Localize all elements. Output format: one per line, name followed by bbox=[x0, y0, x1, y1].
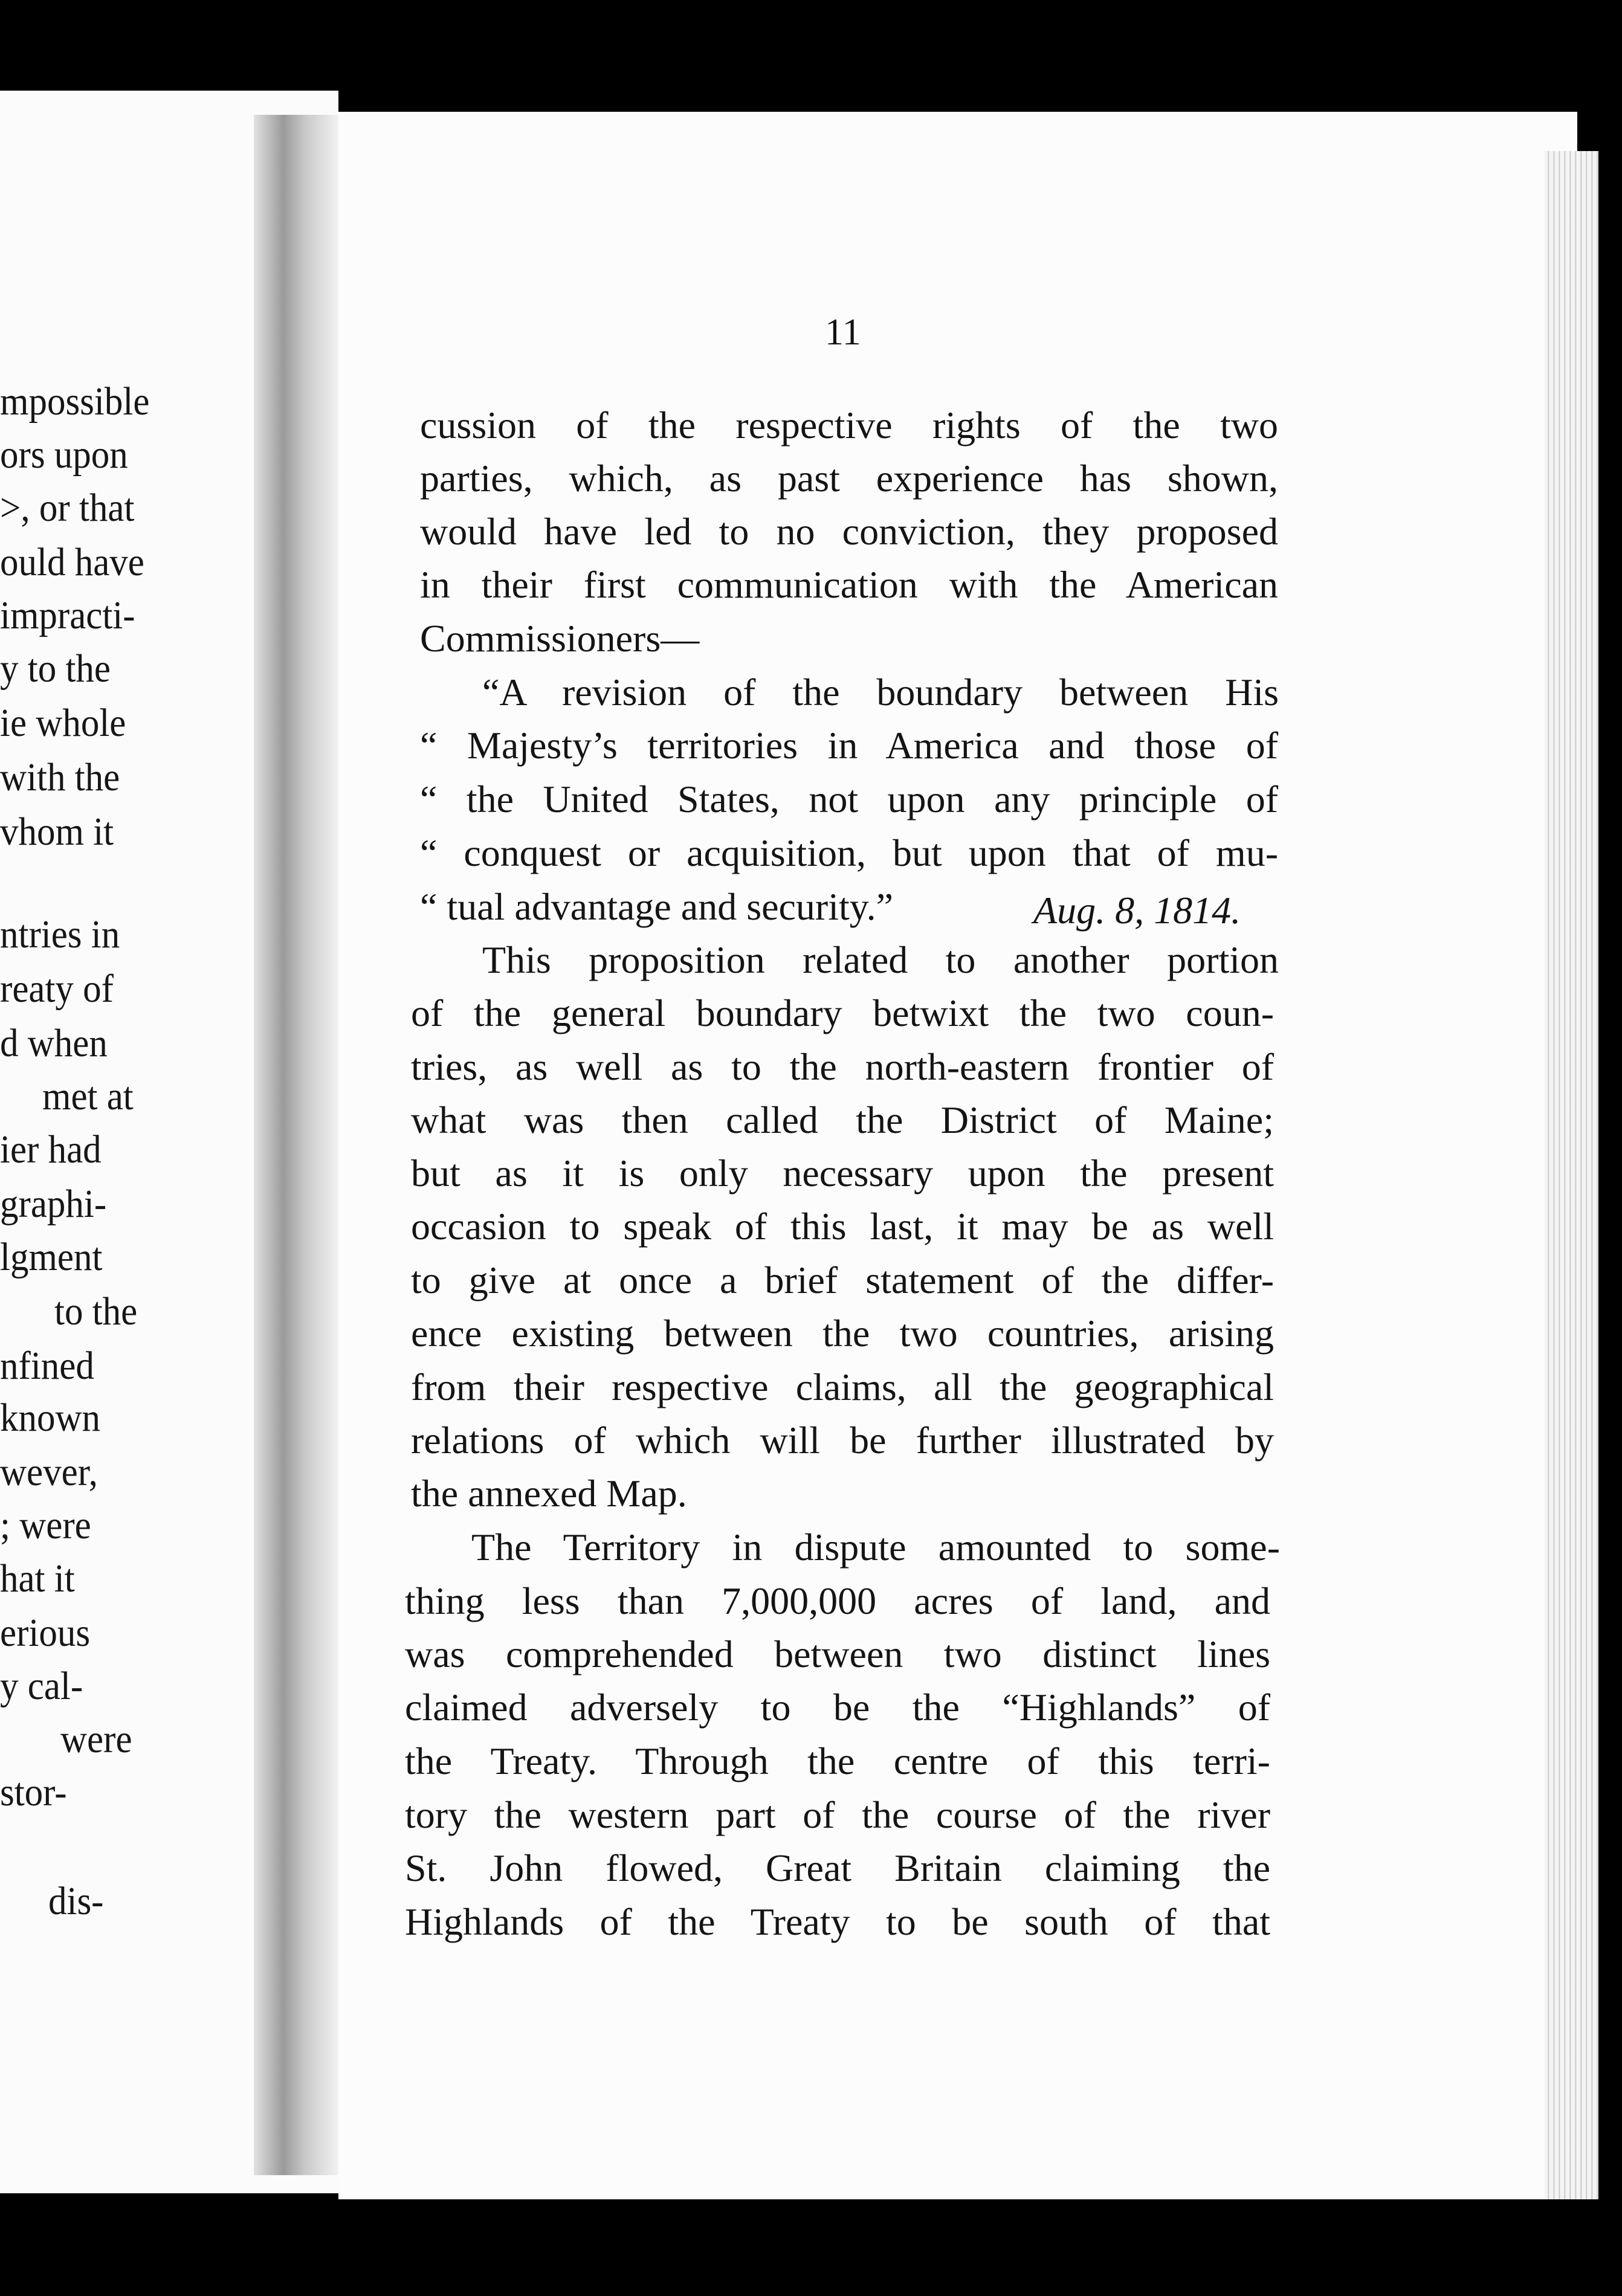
body-text-line: of the general boundary betwixt the two coun- bbox=[411, 992, 1274, 1034]
left-page-line: ier had bbox=[0, 1127, 102, 1172]
left-page-line: wever, bbox=[0, 1450, 98, 1495]
body-text-line: the annexed Map. bbox=[411, 1472, 687, 1515]
left-page-line: ; were bbox=[0, 1503, 91, 1548]
body-text-line: St. John flowed, Great Britain claiming the bbox=[405, 1846, 1270, 1889]
body-text-line: parties, which, as past experience has shown, bbox=[420, 457, 1278, 500]
left-page-line: reaty of bbox=[0, 967, 114, 1011]
body-text-line: “A revision of the boundary between His bbox=[482, 671, 1279, 714]
body-text-line: tory the western part of the course of the river bbox=[405, 1793, 1270, 1836]
body-text-line: “ the United States, not upon any principle of bbox=[420, 778, 1278, 821]
body-text-line: to give at once a brief statement of the differ- bbox=[411, 1259, 1274, 1301]
body-text-line: thing less than 7,000,000 acres of land, and bbox=[405, 1579, 1270, 1622]
book-gutter bbox=[254, 115, 338, 2175]
left-page-line: impracti- bbox=[0, 593, 135, 638]
left-page-line: met at bbox=[42, 1074, 134, 1119]
left-page-line: to the bbox=[54, 1289, 138, 1334]
left-page-line: vhom it bbox=[0, 810, 114, 854]
left-page-line: dis- bbox=[48, 1879, 104, 1924]
body-text-line: ence existing between the two countries, arising bbox=[411, 1312, 1274, 1355]
body-text-line: was comprehended between two distinct lines bbox=[405, 1633, 1270, 1675]
body-text-line: cussion of the respective rights of the two bbox=[420, 404, 1278, 447]
left-page-line: known bbox=[0, 1396, 101, 1440]
left-page-line: ntries in bbox=[0, 912, 120, 957]
body-text-line: “ tual advantage and security.” bbox=[420, 885, 894, 928]
body-text-line: Highlands of the Treaty to be south of that bbox=[405, 1900, 1270, 1943]
body-text-line: would have led to no conviction, they proposed bbox=[420, 510, 1278, 553]
left-page-line: ould have bbox=[0, 540, 144, 585]
page-number: 11 bbox=[825, 312, 861, 353]
left-page-line: lgment bbox=[0, 1235, 103, 1280]
body-text-line: occasion to speak of this last, it may be as well bbox=[411, 1205, 1274, 1248]
left-page-line: y to the bbox=[0, 647, 111, 691]
left-page-line: y cal- bbox=[0, 1664, 83, 1709]
body-text-line: relations of which will be further illustrated by bbox=[411, 1419, 1274, 1462]
left-page-line: with the bbox=[0, 755, 120, 800]
body-text-line: “ conquest or acquisition, but upon that of mu- bbox=[420, 831, 1278, 874]
left-page-line: were bbox=[60, 1717, 132, 1762]
left-page-line: nfined bbox=[0, 1344, 94, 1388]
left-page-line: >, or that bbox=[0, 486, 135, 530]
left-page-line: graphi- bbox=[0, 1182, 107, 1227]
body-text-line: Commissioners— bbox=[420, 617, 700, 660]
left-page-line: ors upon bbox=[0, 433, 128, 477]
body-text-line: the Treaty. Through the centre of this terri- bbox=[405, 1740, 1270, 1782]
left-page-line: hat it bbox=[0, 1556, 75, 1601]
body-text-line: “ Majesty’s territories in America and those of bbox=[420, 724, 1278, 767]
left-page-line: erious bbox=[0, 1611, 91, 1656]
body-text-line: from their respective claims, all the geographical bbox=[411, 1366, 1274, 1408]
page-edge bbox=[1544, 151, 1598, 2199]
left-page-line: d when bbox=[0, 1021, 108, 1066]
body-text-line: in their first communication with the American bbox=[420, 563, 1278, 606]
left-page-line: ie whole bbox=[0, 701, 126, 746]
body-text-line: but as it is only necessary upon the present bbox=[411, 1152, 1274, 1195]
body-text-line: tries, as well as to the north-eastern frontier of bbox=[411, 1045, 1274, 1088]
quote-date: Aug. 8, 1814. bbox=[1033, 889, 1241, 932]
body-text-line: what was then called the District of Maine; bbox=[411, 1098, 1274, 1141]
body-text-line: The Territory in dispute amounted to some- bbox=[471, 1526, 1280, 1569]
body-text-line: claimed adversely to be the “Highlands” of bbox=[405, 1686, 1270, 1729]
left-page-line: mpossible bbox=[0, 379, 150, 424]
left-page-line: stor- bbox=[0, 1770, 67, 1815]
body-text-line: This proposition related to another portion bbox=[482, 938, 1279, 981]
